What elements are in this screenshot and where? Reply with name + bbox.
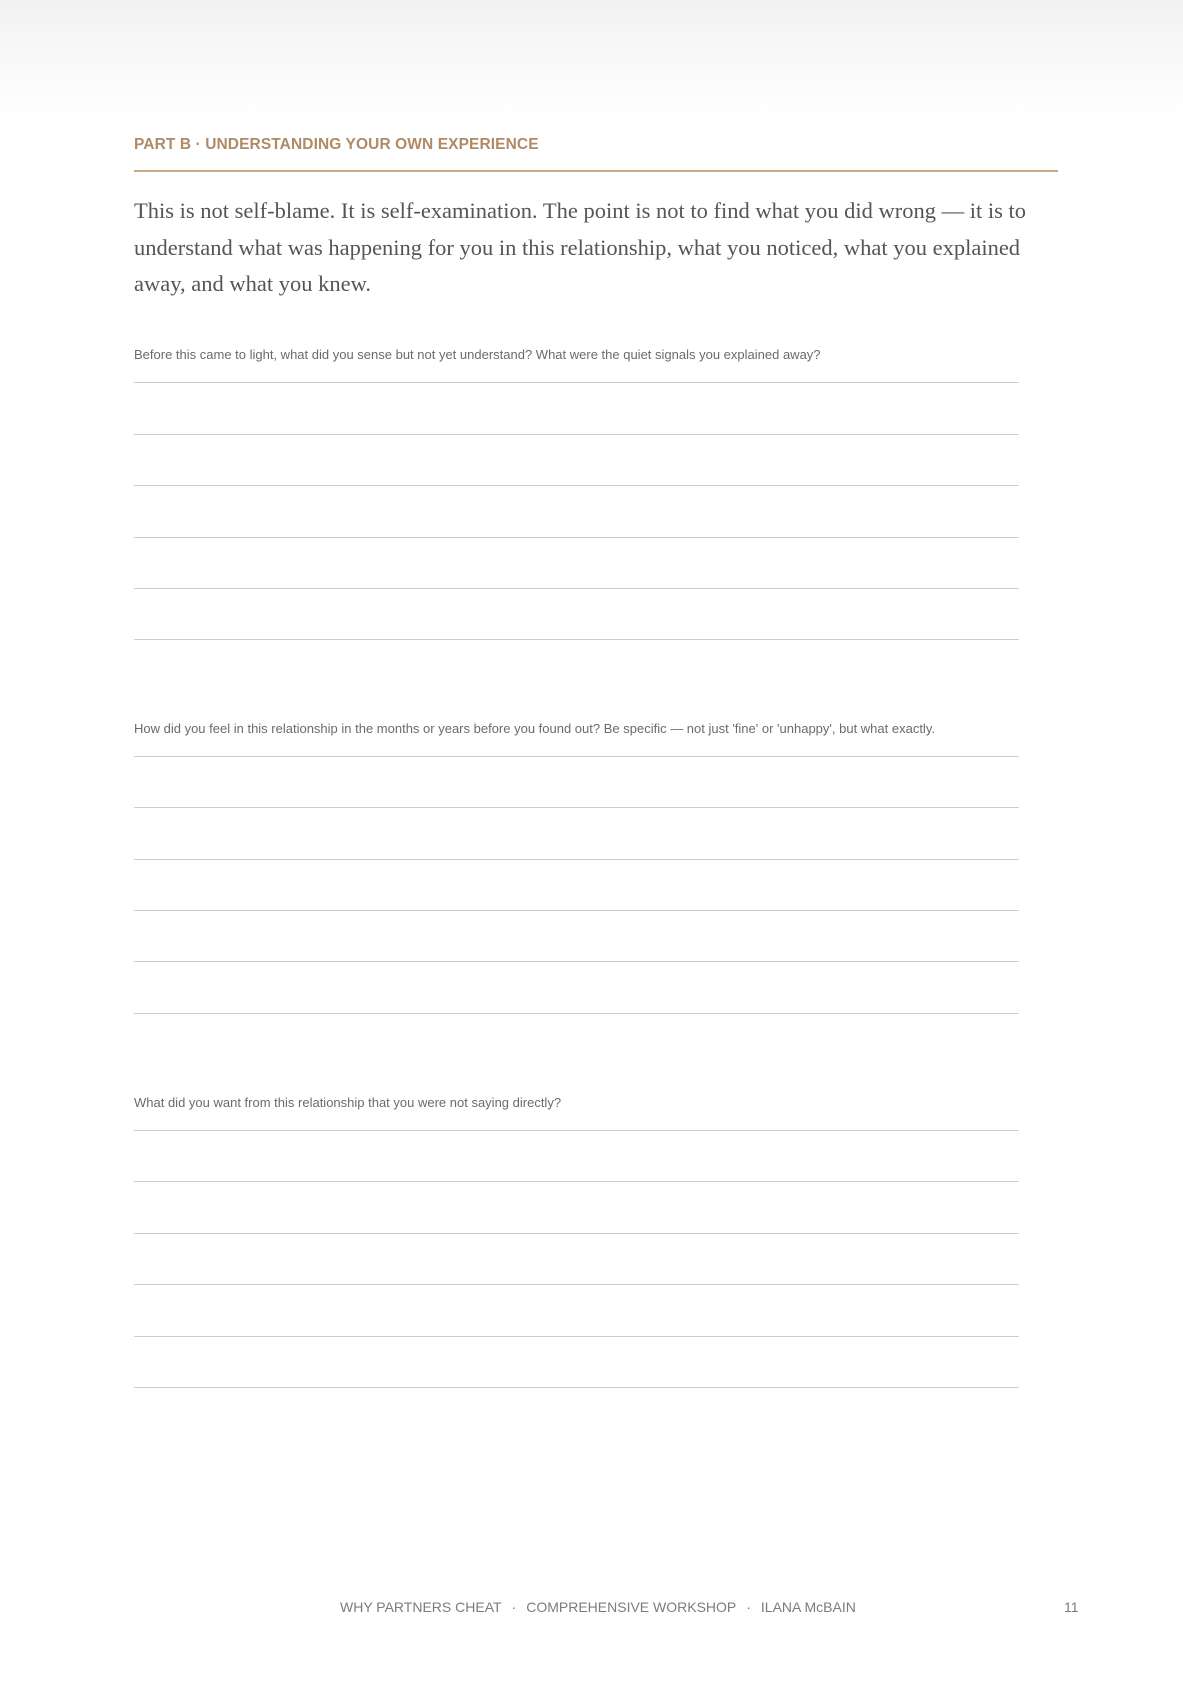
- answer-line[interactable]: [134, 1013, 1019, 1014]
- answer-line[interactable]: [134, 639, 1019, 640]
- answer-line[interactable]: [134, 382, 1019, 383]
- answer-line[interactable]: [134, 1284, 1019, 1285]
- answer-line[interactable]: [134, 1387, 1019, 1388]
- answer-line[interactable]: [134, 807, 1019, 808]
- footer-separator: ·: [511, 1599, 517, 1615]
- footer-author: ILANA McBAIN: [760, 1599, 856, 1615]
- page-number: 11: [1064, 1599, 1079, 1615]
- section-divider: [134, 170, 1058, 172]
- footer-title-line: [340, 1599, 856, 1615]
- question-3: What did you want from this relationship that you were not saying directly?: [134, 1095, 562, 1110]
- section-label: PART B · UNDERSTANDING YOUR OWN EXPERIENCE: [134, 136, 539, 153]
- question-1: Before this came to light, what did you sense but not yet understand? What were the quiet signals you explained away?: [134, 347, 821, 362]
- top-shadow: [0, 0, 1183, 120]
- answer-line[interactable]: [134, 588, 1019, 589]
- answer-line[interactable]: [134, 1130, 1019, 1131]
- answer-line[interactable]: [134, 1181, 1019, 1182]
- footer-title: WHY PARTNERS CHEAT: [340, 1599, 502, 1615]
- answer-line[interactable]: [134, 961, 1019, 962]
- answer-line[interactable]: [134, 910, 1019, 911]
- answer-line[interactable]: [134, 537, 1019, 538]
- footer-separator: ·: [746, 1599, 751, 1615]
- answer-line[interactable]: [134, 859, 1019, 860]
- question-2: How did you feel in this relationship in the months or years before you found out? Be specific — not just 'fine' or 'unhappy', but what exactly.: [134, 721, 935, 736]
- answer-line[interactable]: [134, 756, 1019, 757]
- footer-subtitle: COMPREHENSIVE WORKSHOP: [526, 1599, 737, 1615]
- answer-line[interactable]: [134, 485, 1019, 486]
- answer-line[interactable]: [134, 1233, 1019, 1234]
- answer-line[interactable]: [134, 1336, 1019, 1337]
- intro-paragraph: This is not self-blame. It is self-examination. The point is not to find what you did wrong — it is to understand what was happening for you in this relationship, what you noticed, what you explained away, and what you knew.: [134, 198, 1026, 296]
- answer-line[interactable]: [134, 434, 1019, 435]
